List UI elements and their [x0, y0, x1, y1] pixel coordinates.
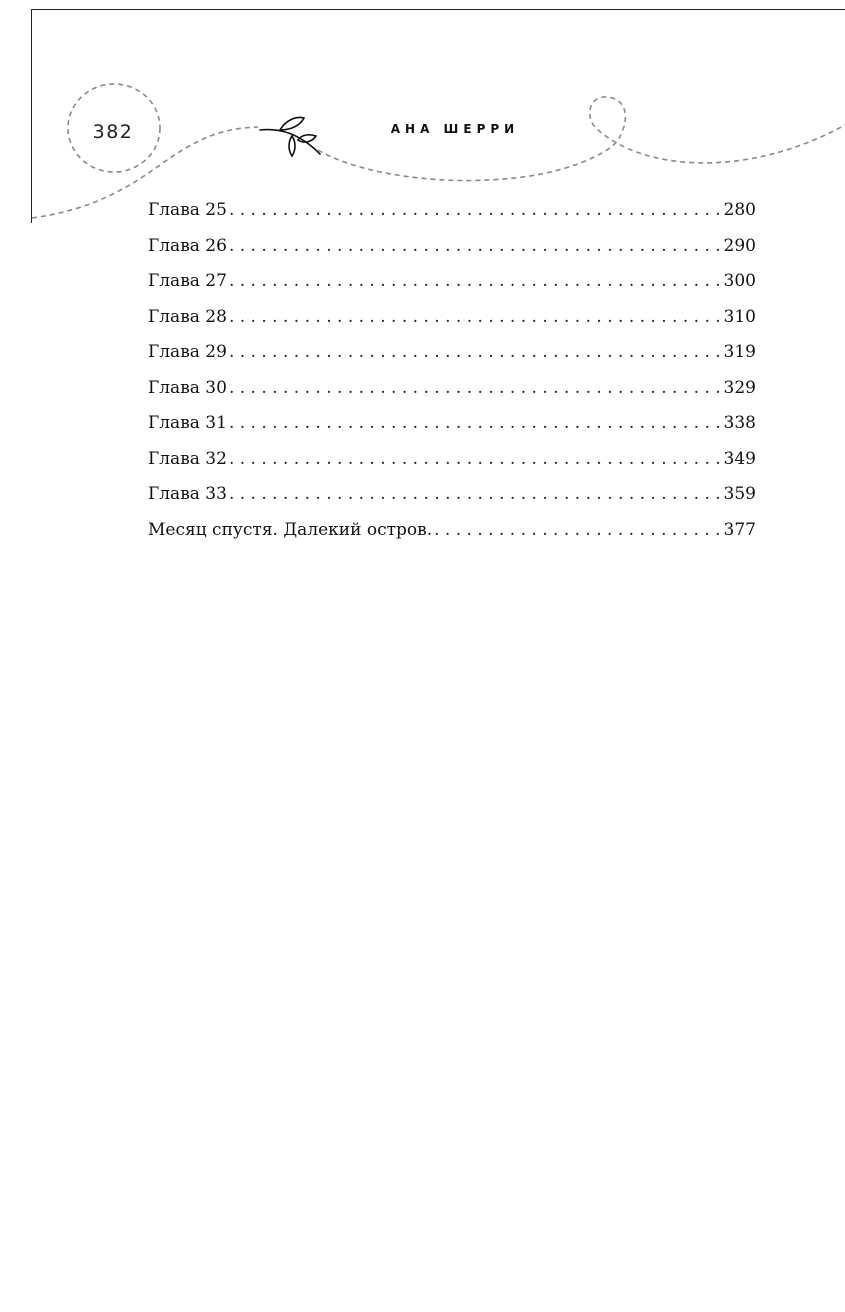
- toc-entry-page: 300: [723, 271, 756, 291]
- dot-leader: [229, 303, 722, 331]
- toc-entry: [148, 267, 756, 303]
- toc-entry-page: 329: [723, 377, 756, 398]
- table-of-contents: [148, 196, 756, 551]
- toc-entry-title: Глава 25: [148, 200, 227, 220]
- toc-entry-title: Глава 30: [148, 377, 227, 398]
- toc-entry-title: Месяц спустя. Далекий остров.: [148, 519, 433, 540]
- toc-entry-title: Глава 33: [148, 484, 227, 504]
- toc-entry-title: Глава 31: [148, 413, 227, 433]
- toc-entry-title: Глава 29: [148, 342, 227, 362]
- toc-entry-page: 310: [723, 306, 756, 327]
- dot-leader: [229, 196, 722, 224]
- dot-leader: [434, 516, 721, 544]
- toc-entry: [148, 374, 756, 410]
- toc-entry: [148, 303, 756, 339]
- toc-entry-page: 349: [723, 448, 756, 469]
- toc-entry-page: 338: [723, 413, 756, 433]
- dot-leader: [229, 267, 722, 295]
- page-number: 382: [92, 121, 134, 143]
- toc-entry-page: 319: [723, 342, 756, 362]
- toc-entry: [148, 480, 756, 516]
- dot-leader: [229, 409, 722, 437]
- toc-entry-title: Глава 28: [148, 306, 227, 327]
- toc-entry-title: Глава 26: [148, 235, 227, 256]
- toc-entry: [148, 338, 756, 374]
- toc-entry: [148, 516, 756, 552]
- dot-leader: [229, 338, 722, 366]
- running-head: АНА ШЕРРИ: [390, 122, 520, 136]
- dot-leader: [229, 374, 722, 402]
- toc-entry: [148, 445, 756, 481]
- toc-entry-title: Глава 27: [148, 271, 227, 291]
- leaf-sprig-icon: [258, 114, 324, 162]
- toc-entry-page: 377: [723, 519, 756, 540]
- toc-entry: [148, 232, 756, 268]
- toc-entry-page: 290: [723, 235, 756, 256]
- toc-entry-page: 359: [723, 484, 756, 504]
- dot-leader: [229, 445, 722, 473]
- toc-entry: [148, 196, 756, 232]
- dot-leader: [229, 232, 722, 260]
- dot-leader: [229, 480, 722, 508]
- toc-entry-title: Глава 32: [148, 448, 227, 469]
- toc-entry-page: 280: [723, 200, 756, 220]
- toc-entry: [148, 409, 756, 445]
- dashed-swoosh-right: [318, 97, 845, 181]
